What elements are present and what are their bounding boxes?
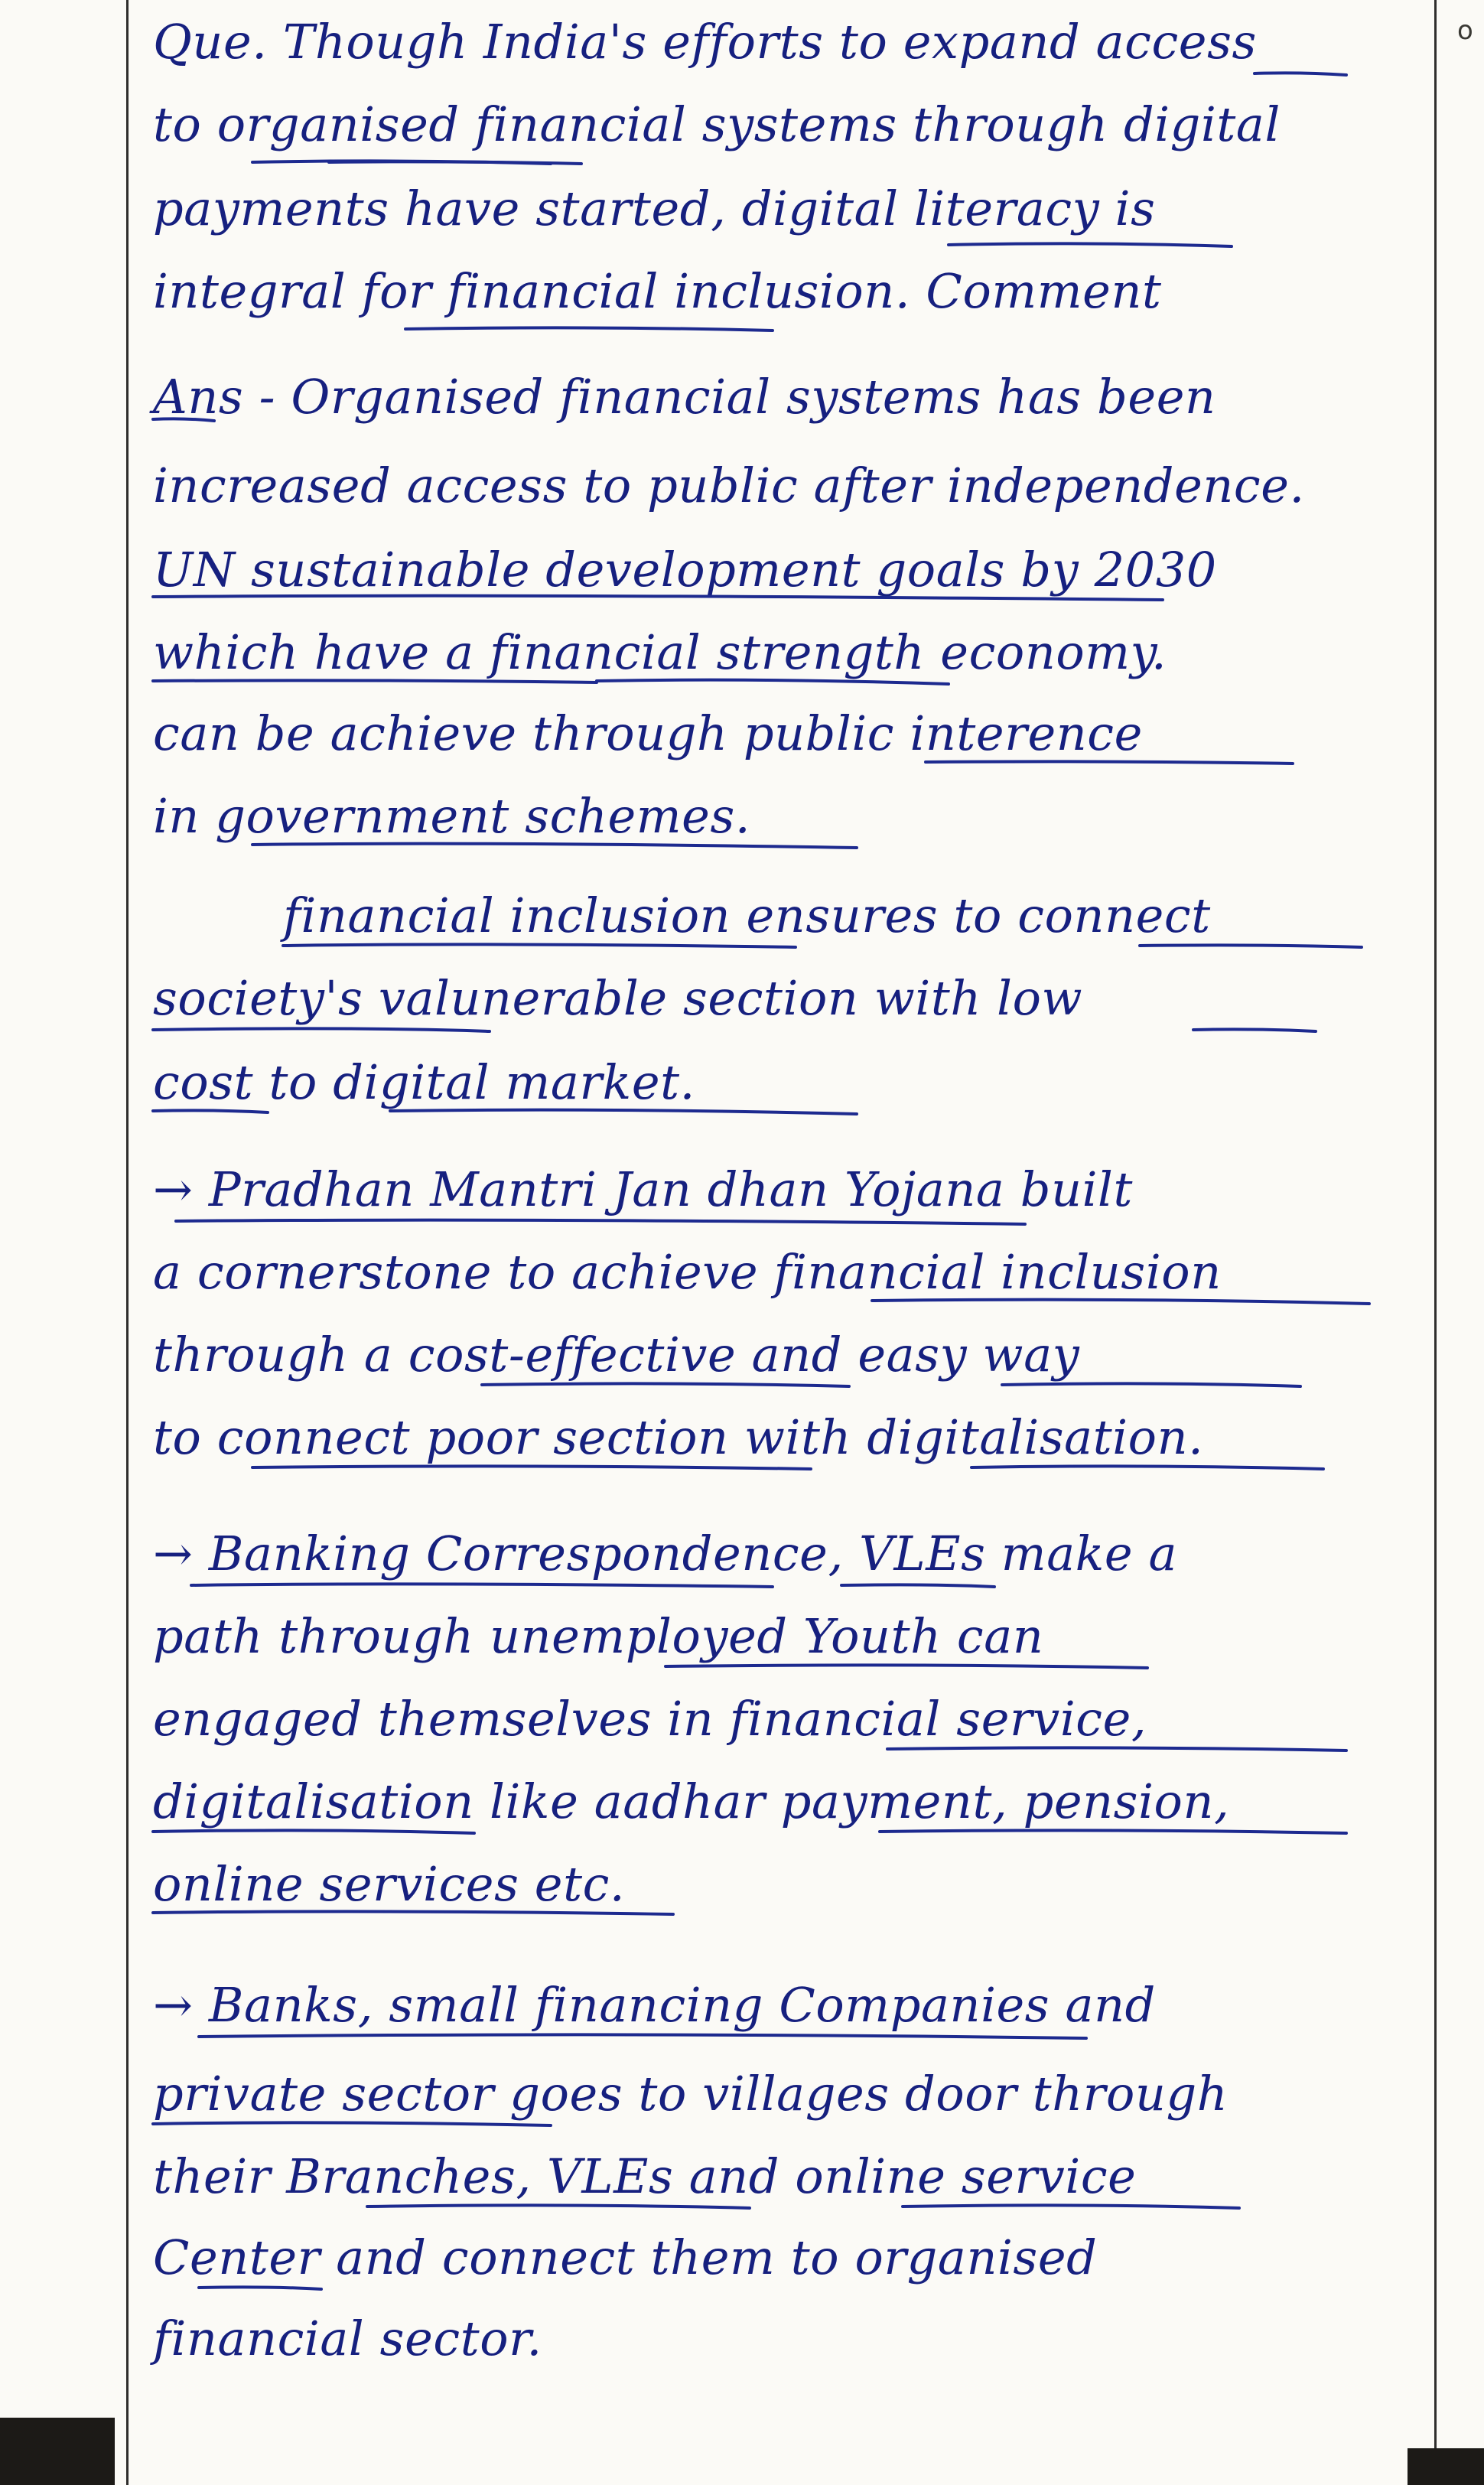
underline [252, 161, 551, 164]
right-margin-rule [1434, 0, 1437, 2485]
question-line-2: to organised financial systems through digital [153, 96, 1281, 152]
question-line-4: integral for financial inclusion. Comment [153, 263, 1162, 319]
banks-line-4: Center and connect them to organised [153, 2229, 1098, 2285]
margin-mark: o [1457, 15, 1473, 46]
jan-dhan-line-4: to connect poor section with digitalisation. [153, 1409, 1204, 1465]
jan-dhan-line-1: → Pradhan Mantri Jan dhan Yojana built [153, 1161, 1133, 1217]
question-line-3: payments have started, digital literacy is [153, 181, 1156, 236]
banks-line-3: their Branches, VLEs and online service [153, 2148, 1137, 2204]
answer-intro-line-1: Ans - Organised financial systems has been [153, 369, 1216, 425]
banking-line-5: online services etc. [153, 1856, 626, 1912]
banking-line-2: path through unemployed Youth can [153, 1608, 1044, 1664]
page-edge-shadow [0, 2418, 115, 2485]
answer-intro-line-4: which have a financial strength economy. [153, 624, 1167, 680]
underline [405, 327, 773, 331]
banks-line-5: financial sector. [153, 2311, 542, 2366]
answer-intro-line-3: UN sustainable development goals by 2030 [153, 542, 1217, 598]
left-margin-rule [126, 0, 129, 2485]
jan-dhan-line-2: a cornerstone to achieve financial inclusion [153, 1244, 1222, 1300]
inclusion-line-3: cost to digital market. [153, 1054, 695, 1110]
inclusion-line-2: society's valunerable section with low [153, 970, 1083, 1026]
banks-line-2: private sector goes to villages door through [153, 2066, 1229, 2122]
inclusion-line-1: financial inclusion ensures to connect [283, 888, 1211, 943]
underline [1193, 1029, 1316, 1031]
page-edge-shadow-right [1408, 2448, 1484, 2485]
banking-line-4: digitalisation like aadhar payment, pension, [153, 1773, 1230, 1829]
banking-line-1: → Banking Correspondence, VLEs make a [153, 1526, 1178, 1581]
jan-dhan-line-3: through a cost-effective and easy way [153, 1327, 1080, 1383]
answer-intro-line-6: in government schemes. [153, 788, 751, 844]
underline [949, 243, 1232, 246]
answer-intro-line-5: can be achieve through public interence [153, 705, 1143, 761]
question-line-1: Que. Though India's efforts to expand access [153, 14, 1257, 70]
banks-line-1: → Banks, small financing Companies and [153, 1977, 1156, 2033]
underline [1255, 73, 1346, 75]
banking-line-3: engaged themselves in financial service, [153, 1691, 1147, 1747]
answer-intro-line-2: increased access to public after independence. [153, 458, 1305, 513]
underline [329, 161, 581, 164]
